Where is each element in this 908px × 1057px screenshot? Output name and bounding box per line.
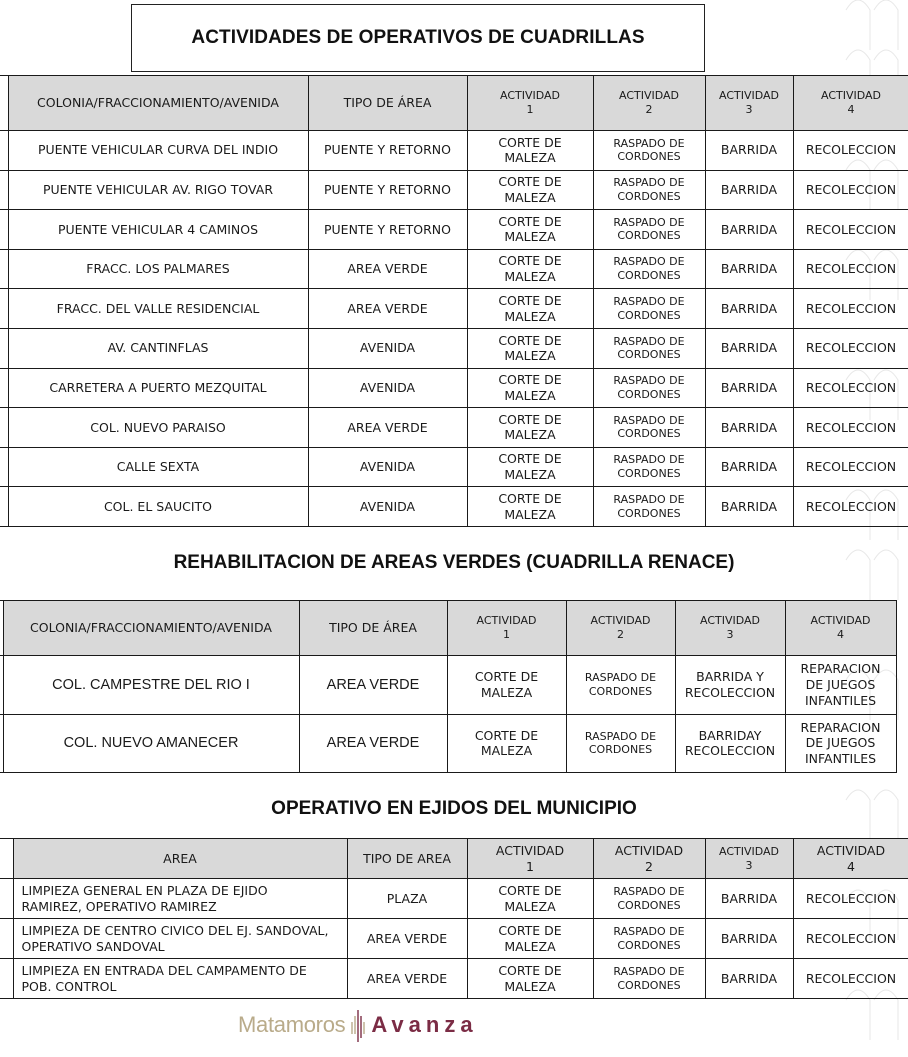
header-actividad-4: ACTIVIDAD 4 (785, 601, 896, 656)
cell-area-type: AREA VERDE (347, 959, 467, 999)
header-actividad-2: ACTIVIDAD 2 (566, 601, 675, 656)
ejidos-table (0, 838, 908, 999)
table-row (0, 170, 908, 210)
cell-area-type: AREA VERDE (299, 656, 447, 715)
header-colonia: COLONIA/FRACCIONAMIENTO/AVENIDA (3, 601, 299, 656)
cell-actividad-2: RASPADO DE CORDONES (593, 959, 705, 999)
cell-area-type: AVENIDA (308, 487, 467, 527)
cell-actividad-4: RECOLECCION (793, 249, 908, 289)
logo-word-avanza: Avanza (371, 1012, 478, 1037)
cell-actividad-4: RECOLECCION (793, 170, 908, 210)
cell-actividad-2: RASPADO DE CORDONES (593, 249, 705, 289)
cell-actividad-2: RASPADO DE CORDONES (593, 210, 705, 250)
cell-actividad-1: CORTE DE MALEZA (467, 408, 593, 448)
table-row (0, 328, 908, 368)
table-row (0, 714, 896, 773)
cell-actividad-4: REPARACION DE JUEGOS INFANTILES (785, 714, 896, 773)
header-tipo-area: TIPO DE AREA (347, 839, 467, 879)
stub-cell (0, 959, 13, 999)
cell-area-type: AREA VERDE (308, 249, 467, 289)
stub-cell (0, 131, 8, 171)
cell-area-name: AV. CANTINFLAS (8, 328, 308, 368)
logo-word-matamoros: Matamoros (238, 1012, 346, 1037)
cell-actividad-3: BARRIDA (705, 210, 793, 250)
cell-actividad-1: CORTE DE MALEZA (467, 368, 593, 408)
cell-actividad-3: BARRIDAY RECOLECCION (675, 714, 785, 773)
crews-activities-table (0, 75, 908, 527)
cell-actividad-2: RASPADO DE CORDONES (593, 408, 705, 448)
cell-area-name: PUENTE VEHICULAR AV. RIGO TOVAR (8, 170, 308, 210)
table-row (0, 131, 908, 171)
header-actividad-2: ACTIVIDAD 2 (593, 76, 705, 131)
stub-cell (0, 447, 8, 487)
cell-actividad-2: RASPADO DE CORDONES (593, 487, 705, 527)
cell-actividad-3: BARRIDA (705, 408, 793, 448)
cell-actividad-1: CORTE DE MALEZA (467, 131, 593, 171)
cell-area-type: AREA VERDE (308, 289, 467, 329)
cell-actividad-2: RASPADO DE CORDONES (593, 131, 705, 171)
header-actividad-3: ACTIVIDAD 3 (705, 76, 793, 131)
cell-actividad-1: CORTE DE MALEZA (467, 487, 593, 527)
cell-area-name: COL. CAMPESTRE DEL RIO I (3, 656, 299, 715)
cell-actividad-4: RECOLECCION (793, 919, 908, 959)
cell-area-type: PUENTE Y RETORNO (308, 170, 467, 210)
cell-actividad-4: RECOLECCION (793, 879, 908, 919)
cell-actividad-3: BARRIDA (705, 249, 793, 289)
cell-actividad-2: RASPADO DE CORDONES (566, 714, 675, 773)
cell-area-type: PLAZA (347, 879, 467, 919)
cell-actividad-1: CORTE DE MALEZA (467, 879, 593, 919)
cell-actividad-4: RECOLECCION (793, 959, 908, 999)
cell-actividad-3: BARRIDA (705, 131, 793, 171)
cell-actividad-3: BARRIDA Y RECOLECCION (675, 656, 785, 715)
stub-cell (0, 76, 8, 131)
cell-actividad-4: RECOLECCION (793, 289, 908, 329)
cell-actividad-2: RASPADO DE CORDONES (593, 919, 705, 959)
table-row (0, 249, 908, 289)
stub-cell (0, 368, 8, 408)
header-area: AREA (13, 839, 347, 879)
cell-area-type: AVENIDA (308, 328, 467, 368)
stub-cell (0, 487, 8, 527)
cell-actividad-3: BARRIDA (705, 487, 793, 527)
cell-area-name: CALLE SEXTA (8, 447, 308, 487)
table-header-row (0, 601, 896, 656)
cell-actividad-3: BARRIDA (705, 170, 793, 210)
table-header-row (0, 839, 908, 879)
cell-actividad-4: REPARACION DE JUEGOS INFANTILES (785, 656, 896, 715)
cell-actividad-1: CORTE DE MALEZA (447, 656, 566, 715)
cell-actividad-4: RECOLECCION (793, 328, 908, 368)
cell-area-type: AREA VERDE (347, 919, 467, 959)
table-row (0, 447, 908, 487)
cell-actividad-2: RASPADO DE CORDONES (566, 656, 675, 715)
cell-area-name: LIMPIEZA EN ENTRADA DEL CAMPAMENTO DE POB. CONTROL (13, 959, 347, 999)
cell-actividad-3: BARRIDA (705, 919, 793, 959)
section3-title: OPERATIVO EN EJIDOS DEL MUNICIPIO (271, 798, 637, 819)
stub-cell (0, 328, 8, 368)
header-tipo-area: TIPO DE ÁREA (299, 601, 447, 656)
table-header-row (0, 76, 908, 131)
matamoros-avanza-logo (238, 1008, 478, 1042)
table-row (0, 919, 908, 959)
table-row (0, 959, 908, 999)
cell-area-type: AREA VERDE (299, 714, 447, 773)
header-actividad-3: ACTIVIDAD 3 (705, 839, 793, 879)
stub-cell (0, 839, 13, 879)
cell-area-name: FRACC. LOS PALMARES (8, 249, 308, 289)
table-row (0, 408, 908, 448)
cell-actividad-2: RASPADO DE CORDONES (593, 289, 705, 329)
cell-actividad-4: RECOLECCION (793, 210, 908, 250)
cell-area-name: PUENTE VEHICULAR CURVA DEL INDIO (8, 131, 308, 171)
stub-cell (0, 210, 8, 250)
stub-cell (0, 289, 8, 329)
header-tipo-area: TIPO DE ÁREA (308, 76, 467, 131)
cell-area-type: AREA VERDE (308, 408, 467, 448)
section1-title: ACTIVIDADES DE OPERATIVOS DE CUADRILLAS (131, 4, 705, 72)
cell-actividad-1: CORTE DE MALEZA (467, 959, 593, 999)
cell-actividad-1: CORTE DE MALEZA (467, 249, 593, 289)
cell-actividad-4: RECOLECCION (793, 408, 908, 448)
table-row (0, 210, 908, 250)
table-row (0, 368, 908, 408)
cell-actividad-1: CORTE DE MALEZA (467, 210, 593, 250)
header-actividad-4: ACTIVIDAD 4 (793, 839, 908, 879)
table-row (0, 289, 908, 329)
header-actividad-1: ACTIVIDAD 1 (447, 601, 566, 656)
cell-actividad-1: CORTE DE MALEZA (467, 328, 593, 368)
stub-cell (0, 879, 13, 919)
cell-area-type: AVENIDA (308, 447, 467, 487)
header-actividad-1: ACTIVIDAD 1 (467, 76, 593, 131)
cell-area-name: COL. NUEVO AMANECER (3, 714, 299, 773)
cell-actividad-3: BARRIDA (705, 368, 793, 408)
cell-area-name: LIMPIEZA GENERAL EN PLAZA DE EJIDO RAMIREZ, OPERATIVO RAMIREZ (13, 879, 347, 919)
stub-cell (0, 919, 13, 959)
stub-cell (0, 408, 8, 448)
cell-actividad-3: BARRIDA (705, 959, 793, 999)
cell-actividad-4: RECOLECCION (793, 447, 908, 487)
header-actividad-1: ACTIVIDAD 1 (467, 839, 593, 879)
stub-cell (0, 249, 8, 289)
cell-area-name: COL. EL SAUCITO (8, 487, 308, 527)
cell-actividad-2: RASPADO DE CORDONES (593, 879, 705, 919)
cell-actividad-2: RASPADO DE CORDONES (593, 447, 705, 487)
cell-actividad-3: BARRIDA (705, 447, 793, 487)
section2-title: REHABILITACION DE AREAS VERDES (CUADRILLA RENACE) (173, 552, 735, 573)
cell-area-type: PUENTE Y RETORNO (308, 131, 467, 171)
cell-actividad-1: CORTE DE MALEZA (467, 289, 593, 329)
header-actividad-4: ACTIVIDAD 4 (793, 76, 908, 131)
bars-emblem-icon (349, 1008, 367, 1042)
header-colonia: COLONIA/FRACCIONAMIENTO/AVENIDA (8, 76, 308, 131)
cell-area-type: AVENIDA (308, 368, 467, 408)
cell-actividad-2: RASPADO DE CORDONES (593, 328, 705, 368)
cell-area-type: PUENTE Y RETORNO (308, 210, 467, 250)
table-row (0, 487, 908, 527)
cell-area-name: CARRETERA A PUERTO MEZQUITAL (8, 368, 308, 408)
cell-actividad-3: BARRIDA (705, 289, 793, 329)
header-actividad-3: ACTIVIDAD 3 (675, 601, 785, 656)
cell-actividad-4: RECOLECCION (793, 131, 908, 171)
cell-actividad-1: CORTE DE MALEZA (467, 447, 593, 487)
cell-actividad-1: CORTE DE MALEZA (467, 919, 593, 959)
table-row (0, 656, 896, 715)
cell-area-name: PUENTE VEHICULAR 4 CAMINOS (8, 210, 308, 250)
header-actividad-2: ACTIVIDAD 2 (593, 839, 705, 879)
cell-actividad-2: RASPADO DE CORDONES (593, 368, 705, 408)
cell-area-name: FRACC. DEL VALLE RESIDENCIAL (8, 289, 308, 329)
cell-actividad-1: CORTE DE MALEZA (447, 714, 566, 773)
green-areas-table (0, 600, 897, 773)
cell-actividad-1: CORTE DE MALEZA (467, 170, 593, 210)
cell-area-name: LIMPIEZA DE CENTRO CIVICO DEL EJ. SANDOVAL, OPERATIVO SANDOVAL (13, 919, 347, 959)
table-row (0, 879, 908, 919)
cell-actividad-2: RASPADO DE CORDONES (593, 170, 705, 210)
cell-area-name: COL. NUEVO PARAISO (8, 408, 308, 448)
cell-actividad-3: BARRIDA (705, 328, 793, 368)
stub-cell (0, 170, 8, 210)
cell-actividad-4: RECOLECCION (793, 368, 908, 408)
cell-actividad-3: BARRIDA (705, 879, 793, 919)
cell-actividad-4: RECOLECCION (793, 487, 908, 527)
